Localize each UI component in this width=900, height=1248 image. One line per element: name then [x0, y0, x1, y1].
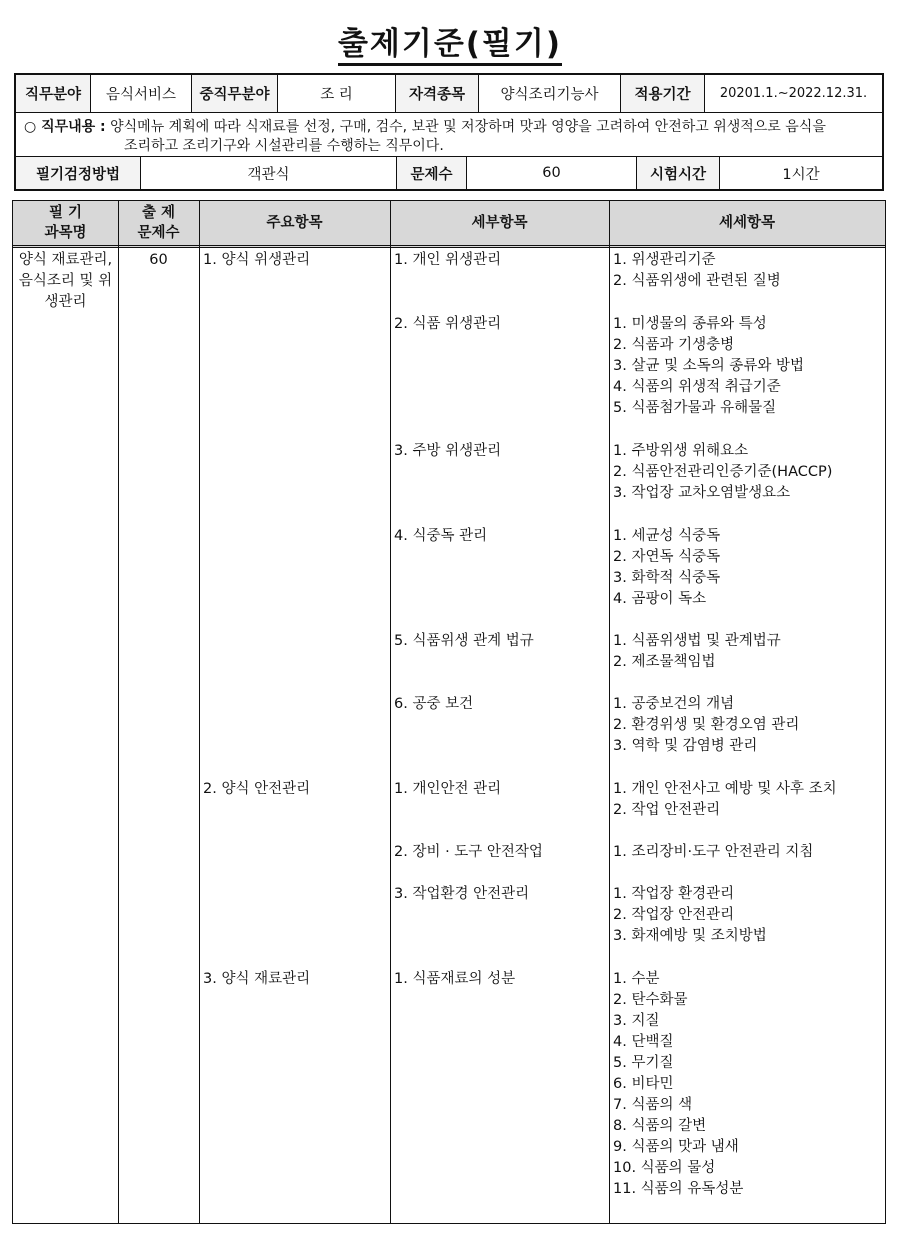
sub-item-list — [613, 441, 832, 504]
sub-item: 3. 지질 — [613, 1013, 660, 1029]
method-label: 필기검정방법 — [16, 157, 141, 189]
sub-item: 1. 세균성 식중독 — [613, 528, 721, 544]
sub-item: 4. 단백질 — [613, 1034, 674, 1050]
sub-item: 6. 비타민 — [613, 1076, 674, 1092]
detail-item: 4. 식중독 관리 — [394, 528, 488, 544]
subject-table — [12, 200, 886, 1224]
cert-label: 자격종목 — [396, 75, 479, 112]
duty-description — [16, 113, 882, 156]
detail-item: 1. 식품재료의 성분 — [394, 971, 516, 987]
main-item: 3. 양식 재료관리 — [203, 971, 311, 987]
sub-item: 9. 식품의 맛과 냄새 — [613, 1139, 739, 1155]
header-detail-item: 세부항목 — [471, 215, 528, 231]
detail-item: 5. 식품위생 관계 법규 — [394, 633, 534, 649]
sub-item: 3. 살균 및 소독의 종류와 방법 — [613, 358, 804, 374]
sub-item-list — [613, 779, 837, 821]
sub-item: 2. 탄수화물 — [613, 992, 688, 1008]
question-count: 60 — [149, 252, 168, 268]
header-main-item: 주요항목 — [266, 215, 323, 231]
header-text: 과목명 — [44, 225, 87, 241]
sub-item: 2. 환경위생 및 환경오염 관리 — [613, 717, 800, 733]
header-text: 문제수 — [137, 225, 180, 241]
header-sub-item: 세세항목 — [718, 215, 776, 231]
sub-item-list — [613, 842, 813, 863]
sub-item-list — [613, 526, 720, 610]
sub-item: 1. 미생물의 종류와 특성 — [613, 316, 767, 332]
sub-item: 2. 자연독 식중독 — [613, 549, 721, 565]
cert-value: 양식조리기능사 — [479, 75, 621, 112]
sub-item: 1. 공중보건의 개념 — [613, 696, 735, 712]
period-label: 적용기간 — [621, 75, 705, 112]
info-table — [14, 73, 884, 191]
sub-item: 1. 개인 안전사고 예방 및 사후 조치 — [613, 781, 837, 797]
detail-item: 2. 장비 · 도구 안전작업 — [394, 844, 543, 860]
subject-name: 양식 재료관리, 음식조리 및 위생관리 — [18, 252, 113, 310]
sub-item: 7. 식품의 색 — [613, 1097, 693, 1113]
column-divider — [118, 201, 119, 1223]
sub-item: 3. 화학적 식중독 — [613, 570, 721, 586]
main-item: 2. 양식 안전관리 — [203, 781, 311, 797]
duty-line-1: 양식메뉴 계획에 따라 식재료를 선정, 구매, 검수, 보관 및 저장하며 맛과 영양을 고려하여 안전하고 위생적으로 음식을 — [110, 119, 826, 135]
sub-item: 2. 작업 안전관리 — [613, 802, 721, 818]
sub-item: 2. 제조물책임법 — [613, 654, 716, 670]
page-title: 출제기준(필기) — [0, 18, 900, 63]
sub-item: 1. 주방위생 위해요소 — [613, 443, 749, 459]
header-question-count — [118, 201, 199, 245]
sub-item: 11. 식품의 유독성분 — [613, 1181, 744, 1197]
header-subject — [13, 201, 118, 245]
sub-item-list — [613, 694, 799, 757]
count-value: 60 — [467, 157, 637, 189]
sub-item: 3. 역학 및 감염병 관리 — [613, 738, 758, 754]
sub-item: 2. 작업장 안전관리 — [613, 907, 735, 923]
sub-item: 4. 식품의 위생적 취급기준 — [613, 379, 781, 395]
column-divider — [199, 201, 200, 1223]
sub-item: 1. 수분 — [613, 971, 660, 987]
sub-item: 2. 식품안전관리인증기준(HACCP) — [613, 464, 833, 480]
count-label: 문제수 — [397, 157, 467, 189]
header-text: 필 기 — [48, 205, 83, 221]
sub-item-list — [613, 969, 743, 1200]
mid-field-value: 조 리 — [278, 75, 396, 112]
sub-item: 5. 무기질 — [613, 1055, 674, 1071]
detail-item: 1. 개인 위생관리 — [394, 252, 502, 268]
sub-item: 1. 작업장 환경관리 — [613, 886, 735, 902]
sub-item-list — [613, 250, 781, 292]
sub-item-list — [613, 314, 804, 419]
job-field-value: 음식서비스 — [91, 75, 192, 112]
duty-label: ○ 직무내용 : — [24, 119, 106, 135]
sub-item: 1. 식품위생법 및 관계법규 — [613, 633, 781, 649]
sub-item: 5. 식품첨가물과 유해물질 — [613, 400, 777, 416]
job-field-label: 직무분야 — [16, 75, 91, 112]
sub-item: 3. 화재예방 및 조치방법 — [613, 928, 767, 944]
period-value: 20201.1.~2022.12.31. — [719, 86, 868, 101]
time-label: 시험시간 — [637, 157, 720, 189]
mid-field-label: 중직무분야 — [192, 75, 278, 112]
detail-item: 2. 식품 위생관리 — [394, 316, 502, 332]
sub-item: 1. 조리장비·도구 안전관리 지침 — [613, 844, 814, 860]
sub-item: 4. 곰팡이 독소 — [613, 591, 707, 607]
time-value: 1시간 — [782, 166, 820, 183]
column-divider — [390, 201, 391, 1223]
sub-item: 3. 작업장 교차오염발생요소 — [613, 485, 791, 501]
sub-item-list — [613, 631, 781, 673]
detail-item: 1. 개인안전 관리 — [394, 781, 502, 797]
duty-line-2: 조리하고 조리기구와 시설관리를 수행하는 직무이다. — [124, 138, 444, 154]
sub-item-list — [613, 884, 767, 947]
column-divider — [609, 201, 610, 1223]
sub-item: 1. 위생관리기준 — [613, 252, 716, 268]
header-text: 출 제 — [141, 205, 176, 221]
method-value: 객관식 — [141, 157, 397, 189]
sub-item: 8. 식품의 갈변 — [613, 1118, 707, 1134]
sub-item: 2. 식품위생에 관련된 질병 — [613, 273, 781, 289]
detail-item: 6. 공중 보건 — [394, 696, 474, 712]
detail-item: 3. 작업환경 안전관리 — [394, 886, 530, 902]
main-item: 1. 양식 위생관리 — [203, 252, 311, 268]
sub-item: 10. 식품의 물성 — [613, 1160, 716, 1176]
detail-item: 3. 주방 위생관리 — [394, 443, 502, 459]
sub-item: 2. 식품과 기생충병 — [613, 337, 735, 353]
